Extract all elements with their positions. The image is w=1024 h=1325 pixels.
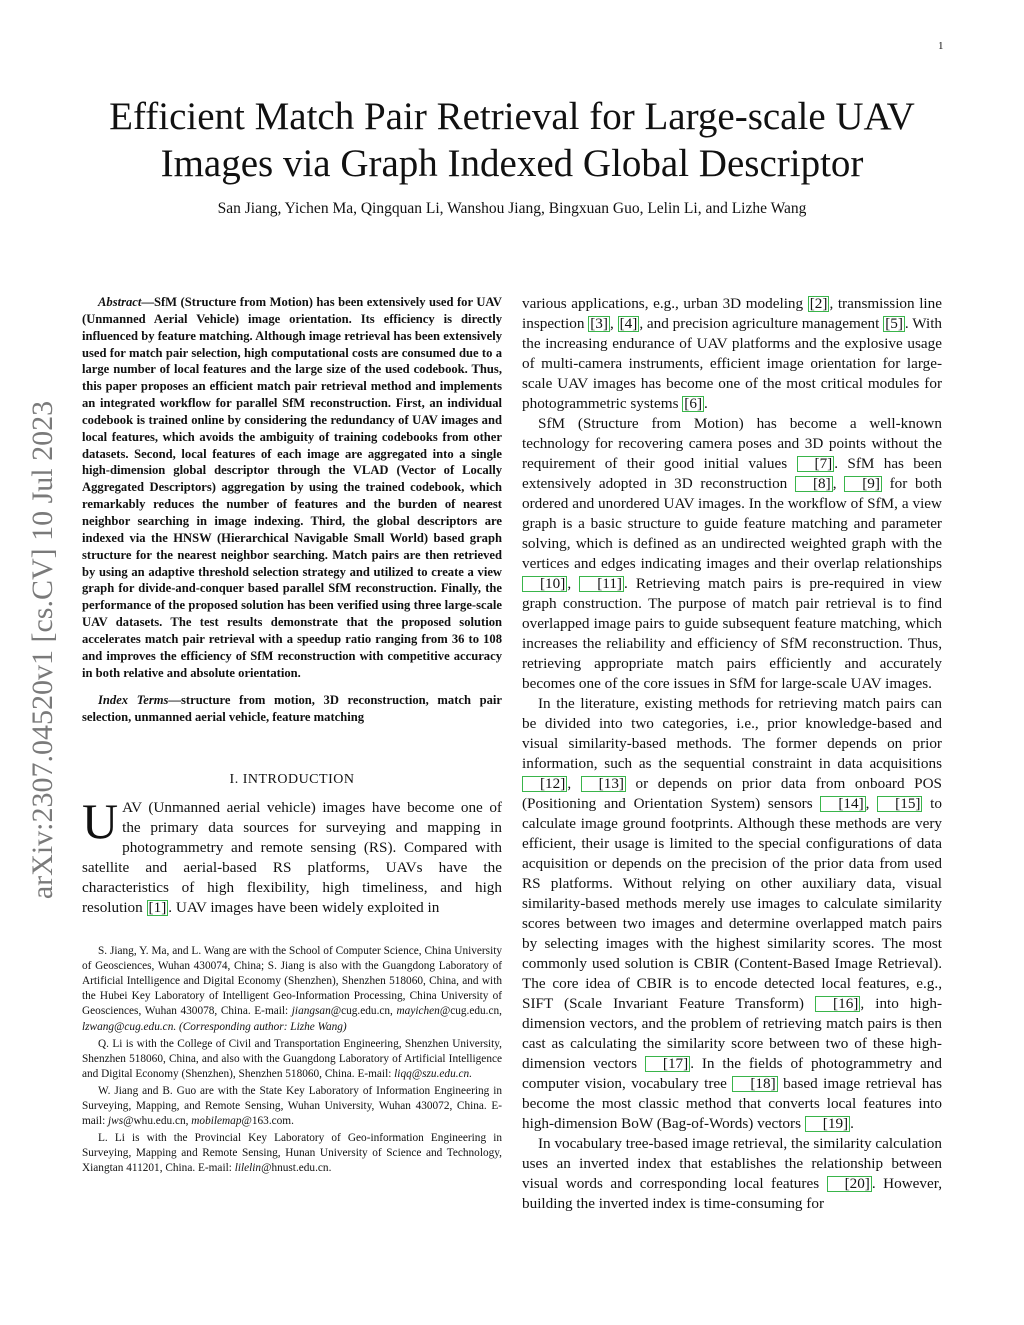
text: , xyxy=(567,775,581,792)
drop-cap: U xyxy=(82,793,119,850)
right-column xyxy=(522,294,942,1214)
text: or depends on prior data from onboard POS (Positioning and Orientation System) sensors xyxy=(522,775,943,812)
citation-12[interactable]: [12] xyxy=(522,776,567,792)
citation-9[interactable]: [9] xyxy=(844,476,882,492)
citation-8[interactable]: [8] xyxy=(795,476,833,492)
citation-15[interactable]: [15] xyxy=(877,796,922,812)
section-heading-introduction: I. INTRODUCTION xyxy=(229,772,355,788)
text: . Retrieving match pairs is pre-required in view graph construction. The purpose of match pair retrieval is to find overlapped image pairs to guide subsequent feature matching, which increases the reliability and efficiency of SfM reconstruction. Thus, retrieving appropriate match pairs efficiently and accurately becomes one of the core issues in SfM for large-scale UAV images. xyxy=(522,575,942,692)
citation-14[interactable]: [14] xyxy=(820,796,865,812)
title-line-2: Images via Graph Indexed Global Descriptor xyxy=(160,142,864,185)
email-mobilemap[interactable]: mobilemap xyxy=(191,1115,242,1128)
intro-text-a: AV (Unmanned aerial vehicle) images have become one of the primary data sources for surveying and mapping in photogrammetry and remote sensing (RS). Compared with satellite and aerial-based RS platforms, UAVs have the characteristics of high flexibility, high timeliness, and high resolution xyxy=(82,799,502,917)
citation-7[interactable]: [7] xyxy=(797,456,835,472)
footnote-3 xyxy=(82,1084,502,1129)
author-list: San Jiang, Yichen Ma, Qingquan Li, Wanshou Jiang, Bingxuan Guo, Lelin Li, and Lizhe Wang xyxy=(217,200,807,217)
email-domain: @whu.edu.cn, xyxy=(123,1115,192,1128)
text: . xyxy=(704,395,708,412)
abstract-label: Abstract xyxy=(98,295,142,309)
email-domain: @163.com. xyxy=(241,1115,294,1128)
citation-13[interactable]: [13] xyxy=(581,776,626,792)
citation-6[interactable]: [6] xyxy=(684,395,703,412)
citation-19[interactable]: [19] xyxy=(805,1116,850,1132)
left-column xyxy=(82,294,502,1179)
intro-paragraph xyxy=(82,793,502,918)
text: . xyxy=(850,1115,854,1132)
citation-11[interactable]: [11] xyxy=(579,576,624,592)
text: . However, building the inverted index is time-consuming for xyxy=(522,1175,942,1212)
email-liqq[interactable]: liqq@szu.edu.cn. xyxy=(394,1067,473,1080)
citation-4[interactable]: [4] xyxy=(619,315,638,332)
footnote-3-text: W. Jiang and B. Guo are with the State Key Laboratory of Information Engineering in Surveying, Mapping, and Remote Sensing, Wuhan University, Wuhan 430072, China. E-mail: xyxy=(82,1084,502,1128)
text: , xyxy=(609,315,618,332)
arxiv-id-text: arXiv:2307.04520v1 [cs.CV] 10 Jul 2023 xyxy=(26,400,60,900)
email-lilelin[interactable]: lilelin xyxy=(234,1162,262,1175)
citation-20[interactable]: [20] xyxy=(827,1176,872,1192)
citation-16[interactable]: [16] xyxy=(815,996,860,1012)
footnote-1-text: S. Jiang, Y. Ma, and L. Wang are with the School of Computer Science, China University of Geosciences, Wuhan 430074, China; S. Jiang is also with the Guangdong Laboratory of Artificial Intelligence and Digital Economy (Shenzhen), Shenzhen 518060, China, and with the Hubei Key Laboratory of Intelligent Geo-Information Processing, China University of Geosciences, Wuhan 430078, China. E-mail: xyxy=(82,945,502,1018)
email-lzwang[interactable]: lzwang@cug.edu.cn. (Corresponding author: Lizhe Wang) xyxy=(82,1020,347,1033)
citation-3[interactable]: [3] xyxy=(590,315,608,332)
email-jws[interactable]: jws xyxy=(108,1115,124,1128)
author-footnotes xyxy=(82,944,502,1176)
email-domain: @cug.edu.cn, xyxy=(439,1005,502,1018)
footnote-4-text: L. Li is with the Provincial Key Laboratory of Geo-information Engineering in Surveying, Mapping and Remote Sensing, Hunan University of Science and Technology, Xiangtan 411201, China. E-mail: xyxy=(82,1132,502,1175)
text: In the literature, existing methods for retrieving match pairs can be divided into two categories, i.e., prior knowledge-based and visual similarity-based methods. The former depends on prior information, such as the sequential constraint in data acquisitions xyxy=(522,695,942,772)
index-terms-label: Index Terms xyxy=(98,693,169,708)
paper-title xyxy=(60,93,964,187)
body-paragraph-1 xyxy=(522,294,942,414)
body-paragraph-3 xyxy=(522,694,942,1134)
text: . SfM has been extensively adopted in 3D reconstruction xyxy=(522,455,942,492)
citation-1[interactable]: [1] xyxy=(148,899,167,917)
footnote-4 xyxy=(82,1131,502,1176)
page-number: 1 xyxy=(938,40,944,52)
citation-10[interactable]: [10] xyxy=(522,576,567,592)
text: , xyxy=(865,795,878,812)
text: , into high-dimension vectors, and the problem of retrieving match pairs is then cast as calculating the similarity score between two of these high-dimension vectors xyxy=(522,995,943,1072)
text: In vocabulary tree-based image retrieval, the similarity calculation uses an inverted index that establishes the relationship between visual words and corresponding local features xyxy=(522,1135,942,1192)
intro-text-b: . UAV images have been widely exploited in xyxy=(168,899,440,917)
text: various applications, e.g., urban 3D modeling xyxy=(522,295,808,312)
footnote-2-text: Q. Li is with the College of Civil and Transportation Engineering, Shenzhen University, Shenzhen 518060, China, and also with the Guangdong Laboratory of Artificial Intelligence and Digital Economy (Shenzhen), Shenzhen 518060, China. E-mail: xyxy=(82,1037,502,1080)
body-paragraph-4 xyxy=(522,1134,942,1214)
text: SfM (Structure from Motion) has become a well-known technology for recovering camera poses and 3D points without the requirement of their good initial values xyxy=(522,415,942,472)
text: , xyxy=(832,475,845,492)
title-line-1: Efficient Match Pair Retrieval for Large-scale UAV xyxy=(109,95,915,138)
citation-2[interactable]: [2] xyxy=(809,295,828,312)
citation-17[interactable]: [17] xyxy=(645,1056,690,1072)
text: , and precision agriculture management xyxy=(639,315,884,332)
email-domain: @cug.edu.cn, xyxy=(330,1005,397,1018)
index-terms xyxy=(82,692,502,726)
text: . In the fields of photogrammetry and computer vision, vocabulary tree xyxy=(522,1055,942,1092)
email-jiangsan[interactable]: jiangsan xyxy=(291,1005,331,1018)
text: , transmission line inspection xyxy=(522,295,942,332)
footnote-1 xyxy=(82,944,502,1035)
email-domain: @hnust.edu.cn. xyxy=(261,1162,332,1175)
index-terms-body: —structure from motion, 3D reconstruction, match pair selection, unmanned aerial vehicle, feature matching xyxy=(82,693,502,725)
text: for both ordered and unordered UAV images. In the workflow of SfM, a view graph is a basic structure to guide feature matching and parameter solving, which is defined as an undirected weighted graph with the vertices and edges indicating images and their overlap relationships xyxy=(522,475,943,572)
email-mayichen[interactable]: mayichen xyxy=(396,1005,440,1018)
text: based image retrieval has become the most classic method that converts local features into high-dimension BoW (Bag-of-Words) vectors xyxy=(522,1075,943,1132)
abstract xyxy=(82,294,502,681)
text: . With the increasing endurance of UAV platforms and the explosive usage of multi-camera instruments, efficient image orientation for large-scale UAV images has become one of the most critical modules for photogrammetric systems xyxy=(522,315,943,412)
citation-18[interactable]: [18] xyxy=(732,1076,777,1092)
text: to calculate image ground footprints. Although these methods are very efficient, their usage is limited to the special configurations of data acquisition or depends on the precision of the prior data from used RS platforms. Without relying on other auxiliary data, visual similarity-based methods merely use images to calculate similarity scores between two images and determine overlapped match pairs by selecting images with the highest similarity scores. The most commonly used solution is CBIR (Content-Based Image Retrieval). The core idea of CBIR is to encode detected local features, e.g., SIFT (Scale Invariant Feature Transform) xyxy=(522,795,942,1012)
text: , xyxy=(567,575,580,592)
footnote-2 xyxy=(82,1037,502,1082)
citation-5[interactable]: [5] xyxy=(885,315,903,332)
body-paragraph-2 xyxy=(522,414,942,694)
arxiv-identifier-stamp xyxy=(28,365,58,935)
abstract-body: —SfM (Structure from Motion) has been extensively used for UAV (Unmanned Aerial Vehicle) image orientation. Its efficiency is directly influenced by feature matching. Although image retrieval has been extensively used for match pair selection, high computational costs are consumed due to a large number of local features and the large size of the used codebook. Thus, this paper proposes an efficient match pair retrieval method and implements an integrated workflow for parallel SfM reconstruction. First, an individual codebook is trained online by considering the redundancy of UAV images and local features, which avoids the ambiguity of training codebooks from other datasets. Second, local features of each image are aggregated into a single high-dimension global descriptor through the VLAD (Vector of Locally Aggregated Descriptors) aggregation by using the trained codebook, which remarkably reduces the number of features and the burden of nearest neighbor searching in image indexing. Third, the global descriptors are indexed via the HNSW (Hierarchical Navigable Small World) based graph structure for the nearest neighbor searching. Match pairs are then retrieved by using an adaptive threshold selection strategy and utilized to create a view graph for divide-and-conquer based parallel SfM reconstruction. Finally, the performance of the proposed solution has been verified using three large-scale UAV datasets. The test results demonstrate that the proposed solution accelerates match pair retrieval with a speedup ratio ranging from 36 to 108 and improves the efficiency of SfM reconstruction with competitive accuracy in both relative and absolute orientation. xyxy=(82,295,502,680)
